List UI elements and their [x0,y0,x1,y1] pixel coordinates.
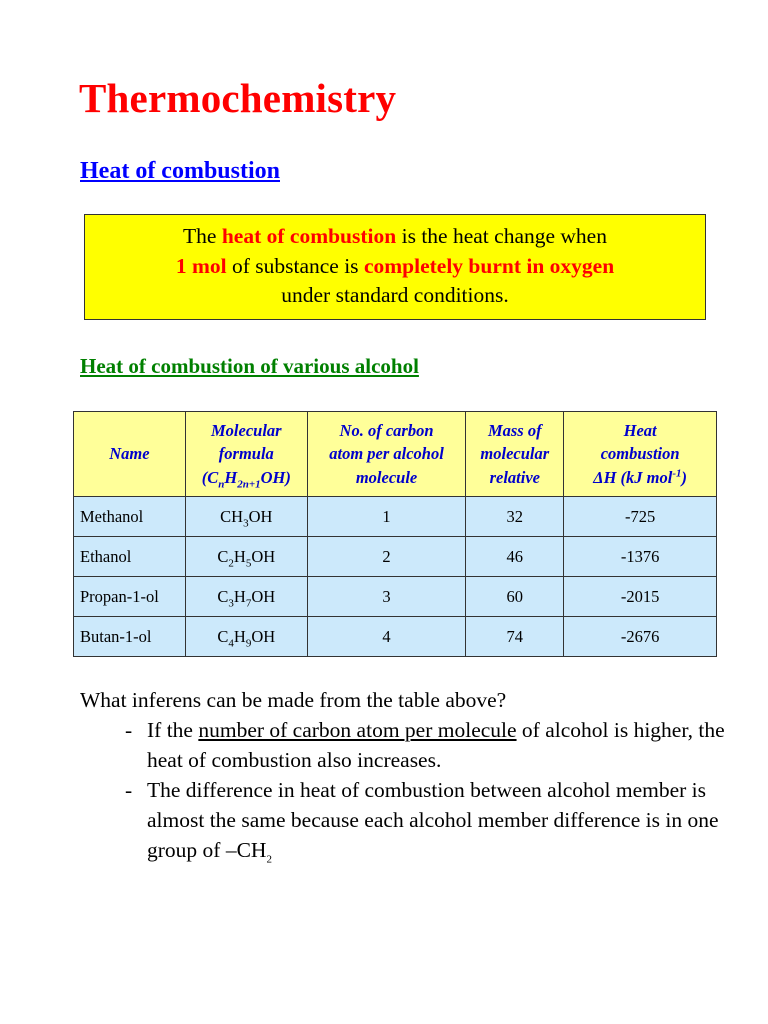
section-heading: Heat of combustion [80,158,280,184]
definition-text: is the heat change when [396,224,607,248]
cell-heat: -2676 [564,617,717,657]
cell-formula: $CH_3OH$ [185,497,307,537]
cell-carbon: 1 [307,497,466,537]
page-title: Thermochemistry [79,75,397,121]
cell-mass: 60 [466,577,564,617]
inference-point-1: - If the number of carbon atom per molecule of alcohol is higher, the heat of combustion also increases. [80,715,740,775]
definition-condition: completely burnt in oxygen [363,253,615,278]
cell-carbon: 2 [307,537,466,577]
dash-marker: - [125,718,133,742]
col-header-mass: Mass of molecular relative [466,412,564,497]
cell-name: Butan-1-ol [74,617,186,657]
cell-name: Methanol [74,497,186,537]
table-row [74,577,717,617]
definition-text: under standard conditions. [281,283,509,307]
definition-amount: 1 mol [175,253,227,278]
cell-name: Propan-1-ol [74,577,186,617]
cell-formula: $C_3H_7OH$ [185,577,307,617]
cell-carbon: 3 [307,577,466,617]
table-row [74,617,717,657]
cell-mass: 46 [466,537,564,577]
inference-question: What inferens can be made from the table above? [80,688,507,712]
table-header-row [74,412,717,497]
dash-marker: - [125,778,133,802]
col-header-name: Name [74,412,186,497]
cell-mass: 74 [466,617,564,657]
cell-name: Ethanol [74,537,186,577]
table-row [74,497,717,537]
col-header-formula: Molecular formula $(C_nH_{2n+1}OH)$ [185,412,307,497]
definition-text: The [183,224,222,248]
col-header-heat: Heat combustion ΔH (kJ mol$^{-1}$) [564,412,717,497]
cell-formula: $C_4H_9OH$ [185,617,307,657]
cell-heat: -725 [564,497,717,537]
col-header-carbon: No. of carbon atom per alcohol molecule [307,412,466,497]
cell-heat: -2015 [564,577,717,617]
inference-section [80,685,740,865]
inference-point-2: - The difference in heat of combustion between alcohol member is almost the same because each alcohol member difference is in one group of $-CH_2$ [80,775,740,865]
table-row [74,537,717,577]
cell-heat: -1376 [564,537,717,577]
definition-term: heat of combustion [221,224,397,248]
cell-formula: $C_2H_5OH$ [185,537,307,577]
cell-mass: 32 [466,497,564,537]
underlined-phrase: number of carbon atom per molecule [198,718,517,742]
alcohol-table [73,411,717,657]
definition-box [84,214,706,320]
definition-text: of substance is [226,253,364,278]
table-heading: Heat of combustion of various alcohol [80,354,419,378]
cell-carbon: 4 [307,617,466,657]
